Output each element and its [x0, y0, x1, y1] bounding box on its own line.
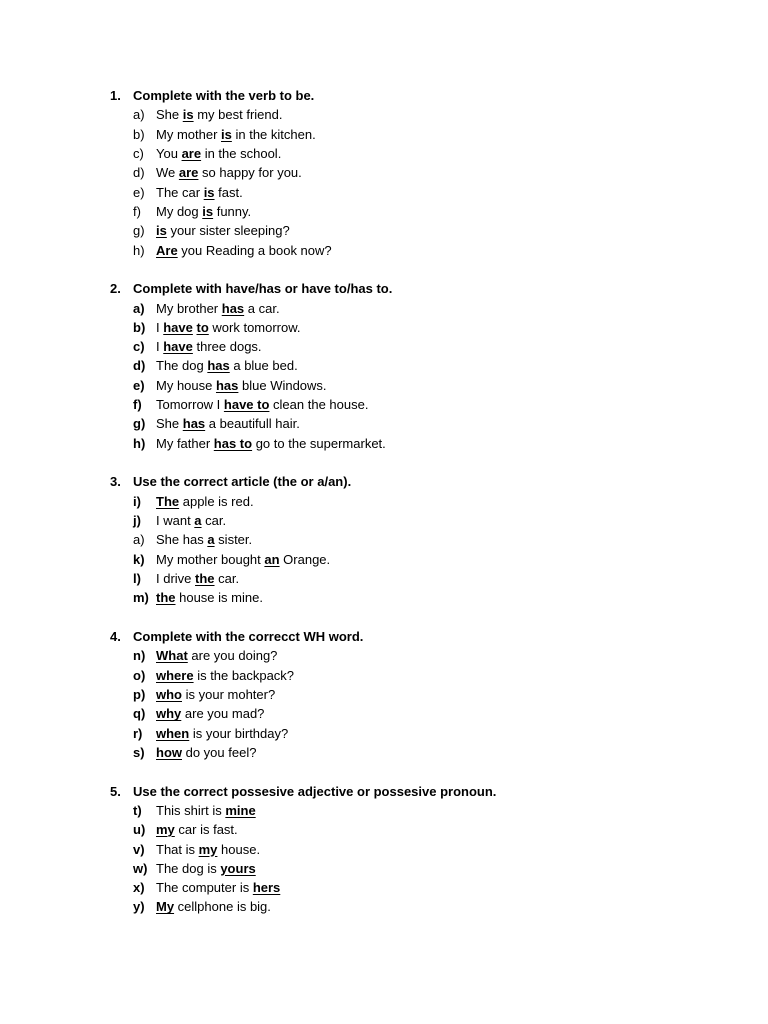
sentence-text: My brother: [156, 300, 222, 316]
sentence-text: Tomorrow I: [156, 397, 224, 413]
item-letter: i): [133, 493, 141, 509]
exercise-number: 4.: [110, 628, 121, 644]
answer-word: an: [264, 551, 280, 567]
exercise-section-2: [110, 279, 730, 453]
sentence-text: car.: [214, 570, 240, 586]
exercise-item: [110, 859, 730, 878]
sentence-text: The car: [156, 184, 204, 200]
sentence-text: is your birthday?: [189, 725, 289, 741]
sentence-text: in the school.: [201, 145, 282, 161]
item-letter: a): [133, 532, 145, 548]
answer-word: is: [182, 107, 194, 123]
sentence-text: a blue bed.: [229, 358, 298, 374]
exercise-heading: [110, 279, 730, 298]
exercise-item: [110, 202, 730, 221]
item-letter: b): [133, 126, 145, 142]
answer-word: are: [181, 145, 202, 161]
item-letter: c): [133, 339, 145, 355]
sentence-text: The dog: [156, 358, 208, 374]
answer-word: mine: [225, 802, 256, 818]
sentence-text: I: [156, 339, 164, 355]
exercise-item: [110, 704, 730, 723]
exercise-section-1: [110, 86, 730, 260]
sentence-text: cellphone is big.: [174, 899, 271, 915]
sentence-text: are you mad?: [181, 706, 265, 722]
exercise-heading: [110, 782, 730, 801]
item-letter: w): [133, 860, 148, 876]
sentence-text: you Reading a book now?: [177, 242, 332, 258]
exercise-item: [110, 414, 730, 433]
exercise-number: 5.: [110, 783, 121, 799]
sentence-text: You: [156, 145, 182, 161]
exercise-item: [110, 820, 730, 839]
item-letter: n): [133, 648, 146, 664]
exercise-item: [110, 588, 730, 607]
sentence-text: are you doing?: [187, 648, 278, 664]
answer-word: to: [196, 319, 209, 335]
answer-word: when: [156, 725, 190, 741]
answer-word: the: [195, 570, 215, 586]
sentence-text: car is fast.: [174, 822, 238, 838]
exercise-number: 2.: [110, 281, 121, 297]
sentence-text: My father: [156, 435, 214, 451]
answer-word: is: [202, 203, 214, 219]
exercise-item: [110, 144, 730, 163]
sentence-text: house.: [217, 841, 261, 857]
item-letter: x): [133, 880, 145, 896]
sentence-text: sister.: [214, 532, 253, 548]
exercise-section-4: [110, 627, 730, 762]
answer-word: Are: [156, 242, 178, 258]
item-letter: d): [133, 358, 146, 374]
exercise-item: [110, 125, 730, 144]
answer-word: is: [156, 223, 167, 239]
exercise-heading: [110, 86, 730, 105]
item-letter: o): [133, 667, 146, 683]
exercise-item: [110, 376, 730, 395]
exercise-item: [110, 530, 730, 549]
item-letter: r): [133, 725, 143, 741]
answer-word: is: [203, 184, 215, 200]
sentence-text: My house: [156, 377, 216, 393]
exercise-item: [110, 105, 730, 124]
answer-word: are: [178, 165, 199, 181]
sentence-text: work tomorrow.: [208, 319, 301, 335]
exercise-item: [110, 299, 730, 318]
item-letter: h): [133, 435, 146, 451]
item-letter: k): [133, 551, 145, 567]
answer-word: has: [215, 377, 239, 393]
answer-word: where: [156, 667, 194, 683]
item-letter: m): [133, 590, 149, 606]
answer-word: the: [156, 590, 176, 606]
sentence-text: I: [156, 319, 164, 335]
answer-word: has to: [213, 435, 253, 451]
item-letter: j): [133, 513, 141, 529]
sentence-text: a car.: [244, 300, 280, 316]
item-letter: q): [133, 706, 146, 722]
exercise-item: [110, 840, 730, 859]
answer-word: who: [156, 686, 182, 702]
answer-word: is: [221, 126, 232, 142]
exercise-item: [110, 434, 730, 453]
sentence-text: in the kitchen.: [231, 126, 316, 142]
sentence-text: is the backpack?: [193, 667, 295, 683]
answer-word: has: [207, 358, 230, 374]
sentence-text: a beautifull hair.: [205, 416, 300, 432]
exercise-item: [110, 337, 730, 356]
item-letter: d): [133, 165, 145, 181]
sentence-text: three dogs.: [192, 339, 262, 355]
exercise-item: [110, 666, 730, 685]
item-letter: t): [133, 802, 142, 818]
answer-word: have: [163, 339, 193, 355]
sentence-text: The dog is: [156, 860, 221, 876]
answer-word: my: [198, 841, 218, 857]
exercise-heading: [110, 627, 730, 646]
answer-word: My: [156, 899, 175, 915]
answer-word: a: [194, 513, 202, 529]
answer-word: has: [182, 416, 206, 432]
item-letter: l): [133, 570, 141, 586]
exercise-item: [110, 183, 730, 202]
sentence-text: fast.: [214, 184, 243, 200]
sentence-text: blue Windows.: [238, 377, 327, 393]
item-letter: h): [133, 242, 145, 258]
exercise-heading: [110, 472, 730, 491]
answer-word: a: [207, 532, 215, 548]
sentence-text: I want: [156, 513, 195, 529]
answer-word: why: [156, 706, 182, 722]
item-letter: b): [133, 319, 146, 335]
exercise-item: [110, 646, 730, 665]
sentence-text: She: [156, 107, 183, 123]
exercise-number: 1.: [110, 88, 121, 103]
exercise-item: [110, 550, 730, 569]
exercise-number: 3.: [110, 474, 121, 490]
exercise-item: [110, 241, 730, 260]
exercise-instruction: Complete with have/has or have to/has to.: [133, 281, 393, 297]
exercise-item: [110, 492, 730, 511]
sentence-text: clean the house.: [269, 397, 369, 413]
sentence-text: is your mohter?: [182, 686, 276, 702]
exercise-instruction: Complete with the verb to be.: [133, 88, 315, 103]
exercise-section-5: [110, 782, 730, 917]
sentence-text: I drive: [156, 570, 196, 586]
exercise-instruction: Complete with the correcct WH word.: [133, 628, 364, 644]
exercise-item: [110, 569, 730, 588]
answer-word: my: [156, 822, 175, 838]
sentence-text: so happy for you.: [198, 165, 302, 181]
sentence-text: She has: [156, 532, 208, 548]
exercise-item: [110, 163, 730, 182]
sentence-text: Orange.: [279, 551, 331, 567]
exercise-instruction: Use the correct possesive adjective or possesive pronoun.: [133, 783, 497, 799]
sentence-text: apple is red.: [179, 493, 254, 509]
answer-word: have: [163, 319, 193, 335]
worksheet: [110, 86, 730, 936]
item-letter: v): [133, 841, 145, 857]
exercise-item: [110, 801, 730, 820]
exercise-item: [110, 724, 730, 743]
item-letter: y): [133, 899, 145, 915]
answer-word: yours: [220, 860, 256, 876]
answer-word: hers: [252, 880, 281, 896]
exercise-item: [110, 897, 730, 916]
answer-word: how: [156, 744, 182, 760]
answer-word: has: [221, 300, 245, 316]
exercise-section-3: [110, 472, 730, 607]
sentence-text: We: [156, 165, 179, 181]
answer-word: The: [156, 493, 180, 509]
item-letter: a): [133, 107, 145, 123]
sentence-text: funny.: [213, 203, 252, 219]
item-letter: f): [133, 397, 142, 413]
item-letter: c): [133, 145, 144, 161]
item-letter: a): [133, 300, 145, 316]
sentence-text: car.: [201, 513, 227, 529]
answer-word: What: [156, 648, 188, 664]
sentence-text: My mother bought: [156, 551, 265, 567]
sentence-text: This shirt is: [156, 802, 226, 818]
sentence-text: My mother: [156, 126, 222, 142]
exercise-item: [110, 395, 730, 414]
item-letter: e): [133, 184, 145, 200]
sentence-text: That is: [156, 841, 199, 857]
sentence-text: your sister sleeping?: [166, 223, 290, 239]
item-letter: f): [133, 203, 141, 219]
exercise-item: [110, 318, 730, 337]
exercise-item: [110, 878, 730, 897]
exercise-instruction: Use the correct article (the or a/an).: [133, 474, 352, 490]
exercise-item: [110, 221, 730, 240]
item-letter: p): [133, 686, 146, 702]
item-letter: s): [133, 744, 145, 760]
sentence-text: My dog: [156, 203, 203, 219]
exercise-item: [110, 356, 730, 375]
exercise-item: [110, 511, 730, 530]
item-letter: g): [133, 223, 145, 239]
answer-word: have to: [223, 397, 270, 413]
exercise-item: [110, 743, 730, 762]
sentence-text: do you feel?: [182, 744, 257, 760]
sentence-text: house is mine.: [175, 590, 263, 606]
sentence-text: She: [156, 416, 183, 432]
item-letter: e): [133, 377, 145, 393]
sentence-text: my best friend.: [193, 107, 283, 123]
exercise-item: [110, 685, 730, 704]
sentence-text: go to the supermarket.: [252, 435, 386, 451]
item-letter: u): [133, 822, 146, 838]
item-letter: g): [133, 416, 146, 432]
sentence-text: The computer is: [156, 880, 253, 896]
